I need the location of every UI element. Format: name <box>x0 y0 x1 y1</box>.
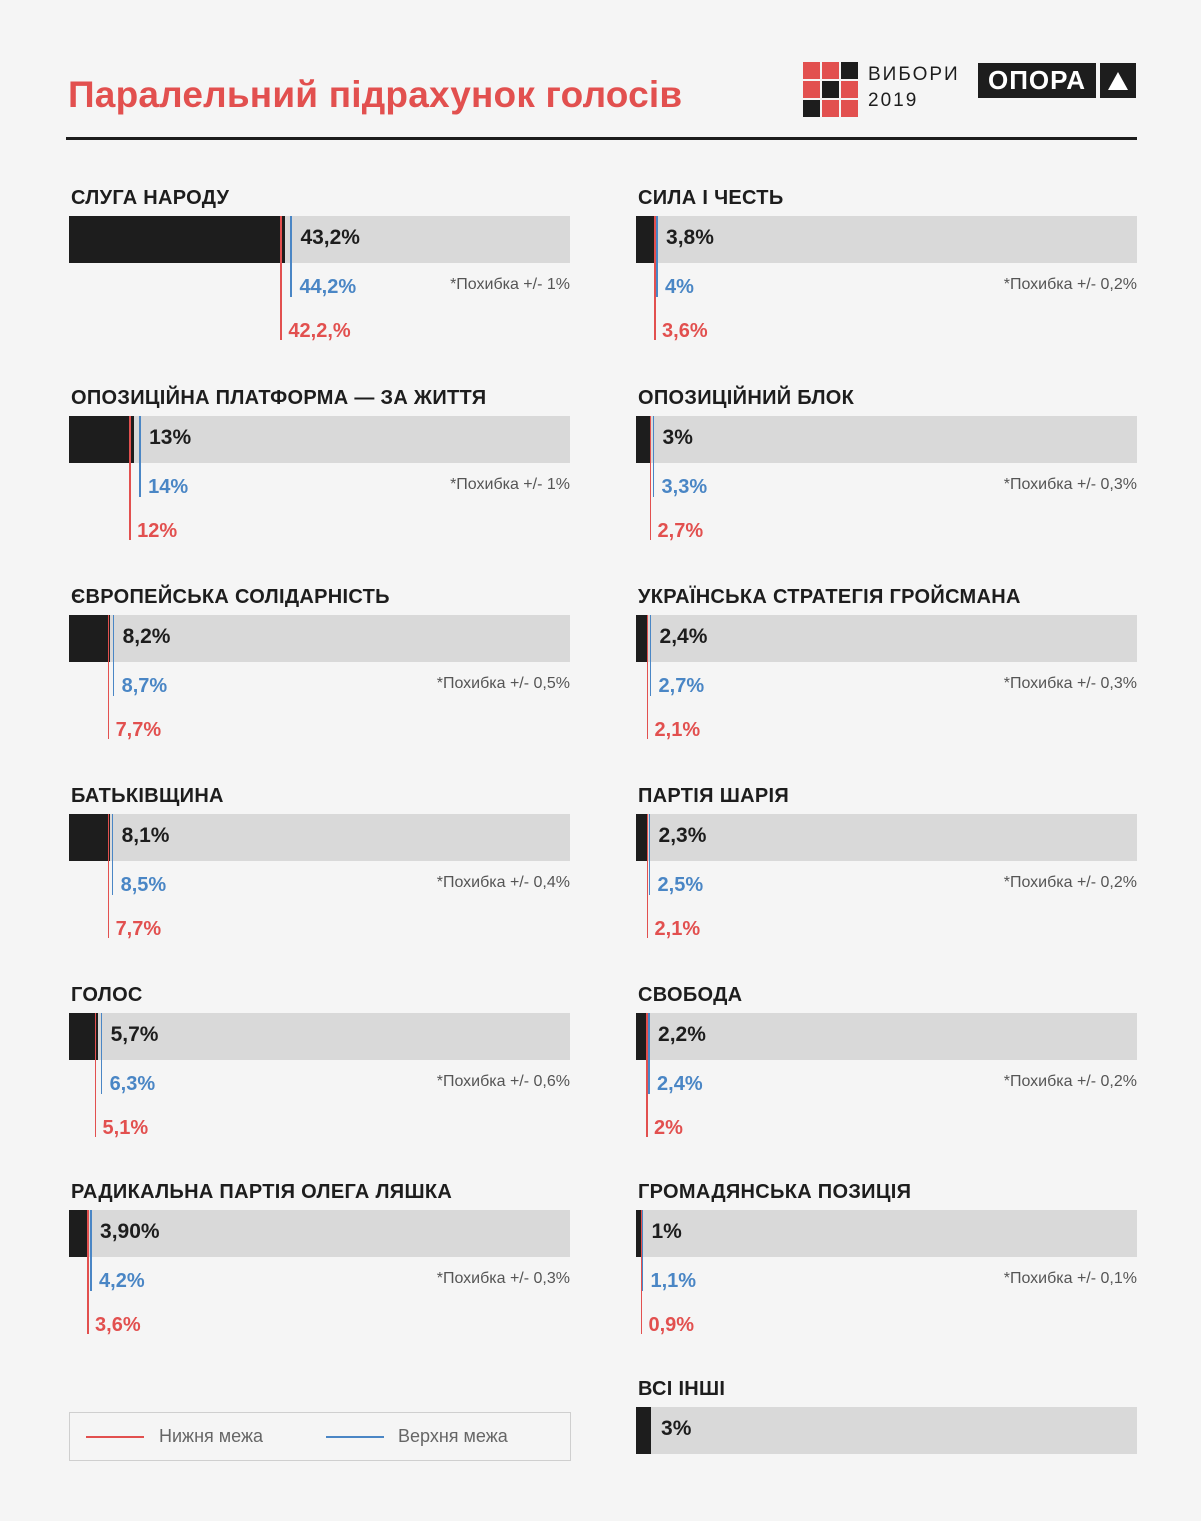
bar-fill <box>69 1210 89 1257</box>
bar-track <box>636 1210 1137 1257</box>
lower-bound-label: 2,1% <box>654 719 701 741</box>
lower-bound-line <box>95 1013 97 1137</box>
party-block <box>69 981 570 1151</box>
error-margin-note: *Похибка +/- 1% <box>450 276 570 293</box>
header-divider <box>66 137 1137 140</box>
vybory-logo-line1: ВИБОРИ <box>868 64 960 85</box>
lower-bound-label: 5,1% <box>102 1117 149 1139</box>
bar-fill <box>69 615 110 662</box>
upper-bound-label: 6,3% <box>109 1073 156 1095</box>
upper-bound-label: 4,2% <box>99 1270 145 1292</box>
bar-value-label: 13% <box>149 426 192 449</box>
upper-bound-line <box>642 1210 644 1291</box>
error-margin-note: *Похибка +/- 0,2% <box>1003 874 1137 891</box>
error-margin-note: *Похибка +/- 0,3% <box>1003 476 1137 493</box>
bar-value-label: 2,3% <box>658 824 707 847</box>
bar-fill <box>69 416 134 463</box>
lower-bound-line <box>108 615 110 739</box>
bar-fill <box>636 1407 651 1454</box>
upper-bound-line <box>90 1210 92 1291</box>
error-margin-note: *Похибка +/- 0,2% <box>1003 276 1137 293</box>
upper-bound-label: 2,4% <box>657 1073 703 1095</box>
upper-bound-line <box>112 814 114 895</box>
upper-bound-label: 1,1% <box>650 1270 697 1292</box>
bar-fill <box>69 216 285 263</box>
error-margin-note: *Похибка +/- 0,3% <box>1003 675 1137 692</box>
party-block <box>636 384 1137 554</box>
error-margin-note: *Похибка +/- 0,6% <box>436 1073 570 1090</box>
bar-value-label: 2,2% <box>658 1023 706 1046</box>
upper-bound-line <box>290 216 292 297</box>
lower-bound-line <box>129 416 131 540</box>
bar-value-label: 1% <box>651 1220 682 1243</box>
party-name: ГРОМАДЯНСЬКА ПОЗИЦІЯ <box>638 1181 912 1203</box>
lower-bound-line <box>280 216 282 340</box>
bar-value-label: 3% <box>662 426 693 449</box>
upper-bound-line <box>648 1013 650 1094</box>
lower-bound-label: 3,6% <box>95 1314 141 1336</box>
error-margin-note: *Похибка +/- 0,5% <box>436 675 570 692</box>
lower-bound-label: 0,9% <box>648 1314 695 1336</box>
lower-bound-label: 3,6% <box>662 320 708 342</box>
lower-bound-label: 12% <box>137 520 178 542</box>
party-name: СЛУГА НАРОДУ <box>71 187 230 209</box>
opora-logo-word: ОПОРА <box>978 63 1096 98</box>
bar-value-label: 5,7% <box>110 1023 159 1046</box>
bar-track <box>636 1013 1137 1060</box>
party-block <box>636 1178 1137 1348</box>
lower-bound-line <box>87 1210 89 1334</box>
party-block <box>636 583 1137 753</box>
lower-bound-label: 42,2,% <box>288 320 351 342</box>
bar-value-label: 2,4% <box>659 625 708 648</box>
upper-bound-line <box>139 416 141 497</box>
vybory-logo-grid <box>803 62 859 118</box>
opora-logo <box>978 63 1136 98</box>
upper-bound-line <box>653 416 655 497</box>
vybory-logo-text <box>868 62 960 114</box>
party-block <box>69 384 570 554</box>
error-margin-note: *Похибка +/- 1% <box>450 476 570 493</box>
party-block <box>636 981 1137 1151</box>
party-block <box>636 184 1137 354</box>
lower-bound-line <box>650 416 652 540</box>
bar-track <box>636 416 1137 463</box>
bar-track <box>69 416 570 463</box>
bar-track <box>636 814 1137 861</box>
party-name: ВСІ ІНШІ <box>638 1378 726 1400</box>
lower-bound-line <box>647 615 649 739</box>
page-title: Паралельний підрахунок голосів <box>68 74 683 115</box>
party-name: СВОБОДА <box>638 984 743 1006</box>
bar-value-label: 3,90% <box>100 1220 160 1243</box>
vybory-logo-line2: 2019 <box>868 90 919 111</box>
error-margin-note: *Похибка +/- 0,4% <box>436 874 570 891</box>
lower-bound-label: 2% <box>654 1117 683 1139</box>
party-name: ОПОЗИЦІЙНИЙ БЛОК <box>638 387 855 409</box>
bar-value-label: 3,8% <box>666 226 714 249</box>
party-block <box>69 583 570 753</box>
party-name: ГОЛОС <box>71 984 143 1006</box>
bar-fill <box>69 1013 98 1060</box>
bar-track <box>636 615 1137 662</box>
lower-bound-label: 2,1% <box>654 918 701 940</box>
bar-value-label: 8,1% <box>121 824 170 847</box>
upper-bound-label: 3,3% <box>661 476 708 498</box>
legend-lower-swatch <box>86 1436 144 1438</box>
upper-bound-label: 14% <box>148 476 189 498</box>
legend-lower-label: Нижня межа <box>159 1426 264 1446</box>
upper-bound-line <box>101 1013 103 1094</box>
bar-fill <box>69 814 110 861</box>
party-name: ЄВРОПЕЙСЬКА СОЛІДАРНІСТЬ <box>71 586 390 608</box>
legend-upper-label: Верхня межа <box>398 1426 508 1446</box>
upper-bound-line <box>113 615 115 696</box>
upper-bound-label: 8,7% <box>121 675 168 697</box>
party-name: РАДИКАЛЬНА ПАРТІЯ ОЛЕГА ЛЯШКА <box>71 1181 453 1203</box>
party-block <box>69 184 570 354</box>
legend-upper-swatch <box>326 1436 384 1438</box>
lower-bound-label: 7,7% <box>115 719 162 741</box>
upper-bound-label: 8,5% <box>120 874 167 896</box>
triangle-icon <box>1100 63 1136 98</box>
bar-track <box>636 1407 1137 1454</box>
party-block <box>636 782 1137 952</box>
upper-bound-line <box>650 615 652 696</box>
party-block <box>69 782 570 952</box>
legend <box>69 1412 571 1461</box>
bar-value-label: 8,2% <box>122 625 171 648</box>
party-name: УКРАЇНСЬКА СТРАТЕГІЯ ГРОЙСМАНА <box>638 586 1021 608</box>
bar-value-label: 43,2% <box>300 226 360 249</box>
party-name: ПАРТІЯ ШАРІЯ <box>638 785 790 807</box>
party-name: СИЛА І ЧЕСТЬ <box>638 187 784 209</box>
upper-bound-line <box>656 216 658 297</box>
party-name: ОПОЗИЦІЙНА ПЛАТФОРМА — ЗА ЖИТТЯ <box>71 387 487 409</box>
upper-bound-line <box>649 814 651 895</box>
bar-fill <box>636 216 655 263</box>
lower-bound-label: 2,7% <box>657 520 704 542</box>
upper-bound-label: 2,7% <box>658 675 705 697</box>
party-name: БАТЬКІВЩИНА <box>71 785 224 807</box>
party-block <box>69 1178 570 1348</box>
error-margin-note: *Похибка +/- 0,3% <box>436 1270 570 1287</box>
lower-bound-line <box>108 814 110 938</box>
upper-bound-label: 2,5% <box>657 874 704 896</box>
upper-bound-label: 44,2% <box>299 276 357 298</box>
upper-bound-label: 4% <box>665 276 694 298</box>
error-margin-note: *Похибка +/- 0,2% <box>1003 1073 1137 1090</box>
error-margin-note: *Похибка +/- 0,1% <box>1003 1270 1137 1287</box>
lower-bound-label: 7,7% <box>115 918 162 940</box>
party-block <box>636 1375 1137 1521</box>
bar-value-label: 3% <box>661 1417 692 1440</box>
